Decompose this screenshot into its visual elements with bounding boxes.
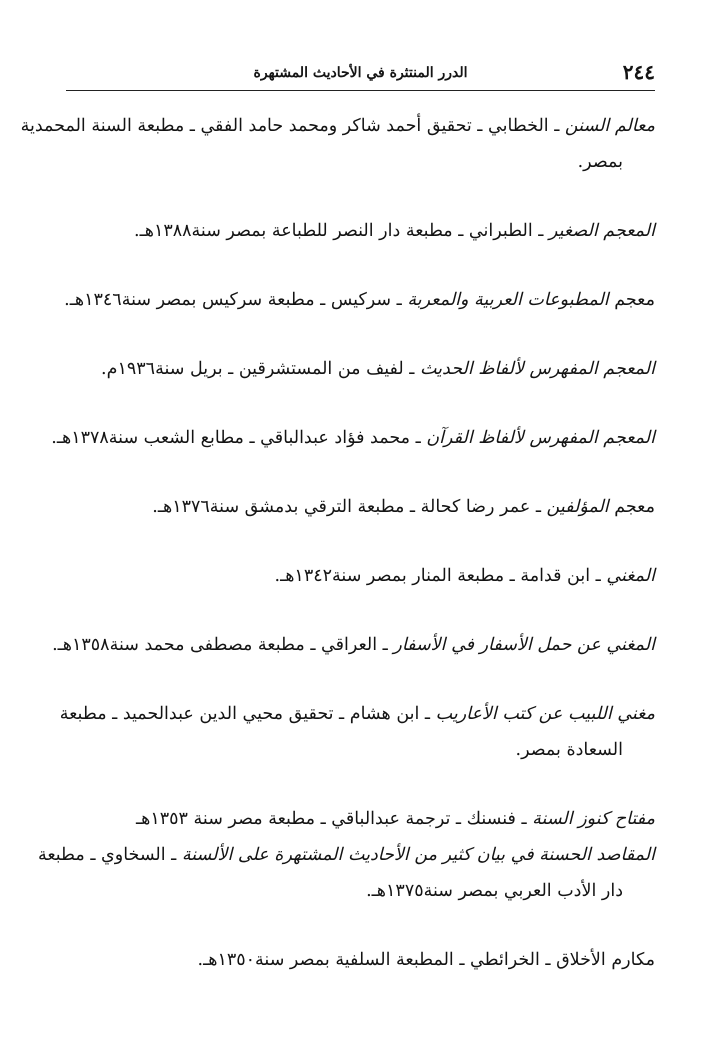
entry-title: المعجم الصغير bbox=[548, 221, 655, 241]
entry-title: المعجم المفهرس لألفاظ القرآن bbox=[426, 428, 655, 448]
bibliography-entry bbox=[61, 351, 655, 387]
entry-title: المطبوعات العربية والمعربة bbox=[407, 290, 609, 310]
entry-continuation: دار الأدب العربي بمصر سنة١٣٧٥هـ. bbox=[366, 881, 623, 901]
bibliography-entry bbox=[61, 942, 655, 978]
entry-details: ـ الطبراني ـ مطبعة دار النصر للطباعة بمصر سنة١٣٨٨هـ. bbox=[134, 221, 549, 241]
bibliography-list bbox=[20, 108, 655, 978]
entry-title: المغني bbox=[606, 566, 655, 586]
entry-details: ـ العراقي ـ مطبعة مصطفى محمد سنة١٣٥٨هـ. bbox=[52, 635, 394, 655]
entry-details: ـ الخطابي ـ تحقيق أحمد شاكر ومحمد حامد الفقي ـ مطبعة السنة المحمدية bbox=[20, 116, 565, 136]
entry-details: ـ عمر رضا كحالة ـ مطبعة الترقي بدمشق سنة١٣٧٦هـ. bbox=[152, 497, 547, 517]
entry-details: ـ فنسنك ـ ترجمة عبدالباقي ـ مطبعة مصر سنة ١٣٥٣هـ bbox=[136, 809, 533, 829]
bibliography-entry bbox=[61, 801, 655, 837]
entry-continuation: بمصر. bbox=[577, 152, 623, 172]
entry-details: ـ ابن قدامة ـ مطبعة المنار بمصر سنة١٣٤٢هـ. bbox=[274, 566, 607, 586]
entry-title: مفتاح كنوز السنة bbox=[532, 809, 655, 829]
entry-details: ـ السخاوي ـ مطبعة bbox=[37, 845, 182, 865]
bibliography-entry bbox=[37, 837, 655, 909]
entry-continuation: السعادة بمصر. bbox=[515, 740, 623, 760]
entry-title: المعجم المفهرس لألفاظ الحديث bbox=[419, 359, 655, 379]
bibliography-entry bbox=[61, 282, 655, 318]
entry-title: المؤلفين bbox=[546, 497, 609, 517]
entry-details: ـ محمد فؤاد عبدالباقي ـ مطابع الشعب سنة١٣٧٨هـ. bbox=[51, 428, 427, 448]
running-header bbox=[66, 58, 655, 91]
bibliography-entry bbox=[61, 489, 655, 525]
entry-details: ـ الخرائطي ـ المطبعة السلفية بمصر سنة١٣٥٠هـ. bbox=[197, 950, 557, 970]
page-number: ٢٤٤ bbox=[622, 60, 655, 84]
bibliography-entry bbox=[61, 213, 655, 249]
entry-title: المقاصد الحسنة في بيان كثير من الأحاديث المشتهرة على الألسنة bbox=[181, 845, 655, 865]
entry-prefix: مكارم الأخلاق bbox=[556, 950, 655, 970]
bibliography-entry bbox=[61, 696, 655, 768]
bibliography-entry bbox=[52, 627, 655, 663]
entry-title: مغني اللبيب عن كتب الأعاريب bbox=[435, 704, 655, 724]
entry-prefix: معجم bbox=[608, 290, 655, 310]
entry-details: ـ ابن هشام ـ تحقيق محيي الدين عبدالحميد ـ مطبعة bbox=[59, 704, 436, 724]
entry-title: معالم السنن bbox=[564, 116, 655, 136]
entry-prefix: معجم bbox=[608, 497, 655, 517]
entry-details: ـ سركيس ـ مطبعة سركيس بمصر سنة١٣٤٦هـ. bbox=[64, 290, 408, 310]
bibliography-entry bbox=[61, 558, 655, 594]
entry-details: ـ لفيف من المستشرقين ـ بريل سنة١٩٣٦م. bbox=[101, 359, 420, 379]
running-title: الدرر المنتثرة في الأحاديث المشتهرة bbox=[253, 65, 468, 81]
entry-title: المغني عن حمل الأسفار في الأسفار bbox=[393, 635, 655, 655]
bibliography-entry bbox=[20, 108, 655, 180]
bibliography-entry bbox=[51, 420, 655, 456]
